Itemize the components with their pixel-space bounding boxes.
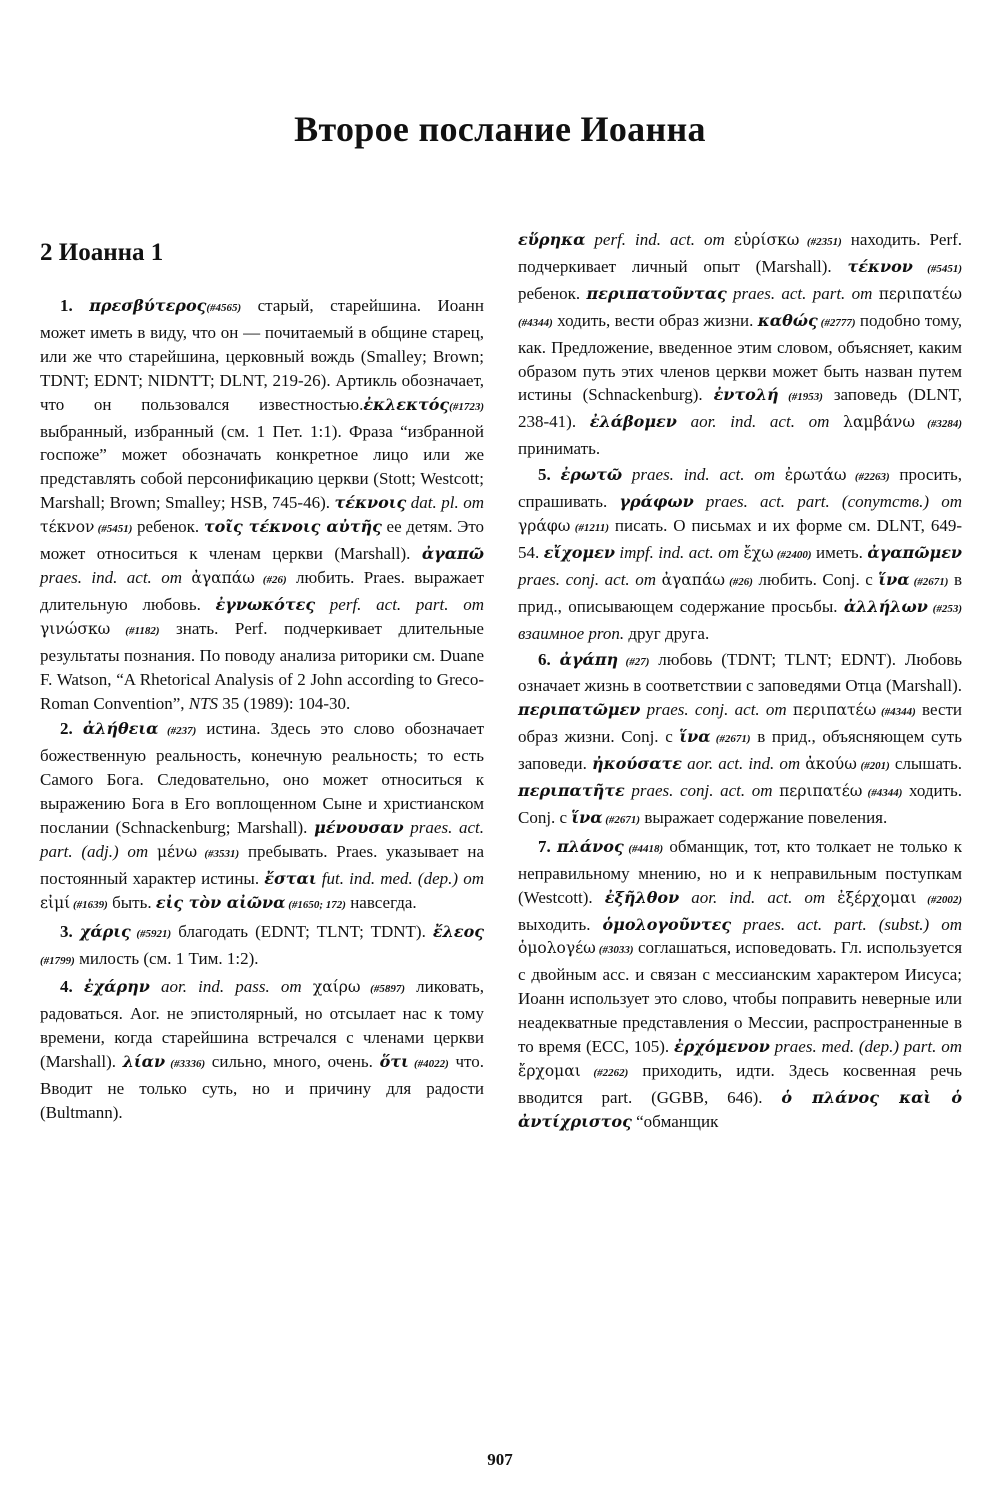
commentary-text: слышать. xyxy=(889,754,962,774)
verse-paragraph xyxy=(40,975,484,1124)
greek-term: περιπατῶμεν xyxy=(518,700,641,720)
commentary-text: приходить, идти. Здесь косвенная речь вводится part. (GGBB, 646). xyxy=(518,1061,963,1107)
strong-ref: (#4022) xyxy=(408,1058,449,1071)
grammar-note: impf. ind. act. от xyxy=(614,542,744,562)
strong-ref: (#253) xyxy=(927,602,963,615)
greek-lemma: ἀκούω xyxy=(805,755,857,774)
greek-lemma: μένω xyxy=(156,842,198,861)
commentary-text: пребывать. Praes. указывает на постоянный характер истины. xyxy=(40,841,485,888)
commentary-text: писать. О письмах и их форме см. DLNT, 649-54. xyxy=(518,515,962,562)
verse-paragraph xyxy=(40,294,484,715)
strong-ref: (#1723) xyxy=(449,400,484,413)
left-verses xyxy=(40,294,484,1125)
greek-term: περιπατοῦντας xyxy=(586,283,727,303)
grammar-note: взаимное pron. xyxy=(518,623,625,643)
verse-paragraph xyxy=(518,463,962,645)
strong-ref: (#5451) xyxy=(94,523,133,536)
commentary-text: ребенок. xyxy=(132,517,204,537)
commentary-text: любить. Praes. выражает длительную любовь. xyxy=(40,567,485,614)
verse-number: 2. xyxy=(60,719,83,739)
greek-term: λίαν xyxy=(122,1052,166,1072)
grammar-note: praes. ind. act. от xyxy=(40,567,192,587)
commentary-text: любить. Conj. с xyxy=(752,569,879,589)
strong-ref: (#1799) xyxy=(40,954,75,967)
strong-ref: (#5897) xyxy=(360,983,406,996)
strong-ref: (#2671) xyxy=(602,813,641,826)
greek-term: τέκνοις xyxy=(334,493,407,513)
commentary-text: друг друга. xyxy=(624,623,710,643)
strong-ref: (#4565) xyxy=(206,302,242,314)
commentary-text: ликовать, радоваться. Aor. не эпистолярный, но отсылает нас к тому времени, когда старейшина встречался с членами церкви (Marshall). xyxy=(40,977,484,1072)
greek-term: ἔλεος xyxy=(432,921,485,941)
grammar-note: perf. ind. act. от xyxy=(585,230,734,249)
greek-term: τέκνον xyxy=(847,256,913,276)
strong-ref: (#201) xyxy=(856,760,890,773)
commentary-text: заповедь (DLNT, 238-41). xyxy=(518,385,962,432)
strong-ref: (#4344) xyxy=(862,787,903,800)
greek-lemma: περιπατέω xyxy=(878,284,962,303)
commentary-text: милость (см. 1 Тим. 1:2). xyxy=(74,948,259,968)
greek-term: ἵνα xyxy=(679,727,711,747)
commentary-text: принимать. xyxy=(518,439,601,459)
greek-lemma: περιπατέω xyxy=(792,701,877,720)
greek-term: ἀλήθεια xyxy=(82,719,159,739)
right-verses xyxy=(518,228,962,1134)
greek-term: εἴχομεν xyxy=(543,542,615,562)
commentary-text: просить, спрашивать. xyxy=(518,465,963,512)
commentary-text: в прид., описывающем содержание просьбы. xyxy=(518,569,963,616)
greek-lemma: γινώσκω xyxy=(40,619,111,638)
grammar-note: praes. ind. act. от xyxy=(622,465,785,485)
strong-ref: (#1211) xyxy=(570,521,609,534)
greek-term: πρεσβύτερος xyxy=(89,296,207,315)
greek-lemma: γράφω xyxy=(518,516,571,535)
greek-lemma: εἰμί xyxy=(40,893,71,912)
greek-term: πλάνος xyxy=(556,836,624,856)
commentary-text: вести образ жизни. Conj. с xyxy=(518,700,963,747)
grammar-note: praes. act. part. (subst.) от xyxy=(731,914,962,934)
grammar-note: praes. act. part. (adj.) от xyxy=(40,818,484,861)
strong-ref: (#4344) xyxy=(518,316,553,329)
greek-term: ἐντολή xyxy=(713,385,779,405)
greek-lemma: περιπατέω xyxy=(779,782,863,801)
strong-ref: (#2002) xyxy=(916,893,962,906)
greek-term: ἀλλήλων xyxy=(843,596,928,616)
strong-ref: (#1639) xyxy=(70,898,108,911)
strong-ref: (#1650; 172) xyxy=(285,898,346,911)
verse-paragraph xyxy=(518,835,962,1134)
grammar-note: aor. act. ind. от xyxy=(682,754,806,774)
commentary-text: выходить. xyxy=(518,914,603,934)
grammar-note: aor. ind. act. от xyxy=(679,887,838,907)
greek-term: εἰς τὸν αἰῶνα xyxy=(155,892,286,912)
strong-ref: (#2777) xyxy=(817,316,856,329)
strong-ref: (#4418) xyxy=(623,842,664,855)
strong-ref: (#3284) xyxy=(914,418,963,431)
strong-ref: (#3531) xyxy=(197,847,240,860)
greek-lemma: ὁμολογέω xyxy=(518,939,596,958)
commentary-text: иметь. xyxy=(811,542,868,562)
commentary-text: знать. Perf. подчеркивает длительные результаты познания. По поводу анализа риторики см. Duane F. Watson, “A Rhetorical Analysis of 2 John according to Greco-Roman Convention”, xyxy=(40,618,484,713)
greek-term: ὁμολογοῦντες xyxy=(602,914,732,934)
grammar-note: praes. act. part. от xyxy=(726,283,879,303)
commentary-text: быть. xyxy=(107,892,156,912)
page-number: 907 xyxy=(487,1450,513,1469)
commentary-text: обманщик, тот, кто толкает не только к неправильному мнению, но и к неправильным поступкам (Westcott). xyxy=(518,836,963,907)
strong-ref: (#3336) xyxy=(165,1058,206,1071)
commentary-text: соглашаться, исповедовать. Гл. используется с двойным acc. и связан с мессианским характером Иисуса; Иоанн использует это слово, чтобы поправить неверные или неадекватные представления о Мессии, распространенные в то время (ECC, 105). xyxy=(518,938,963,1057)
strong-ref: (#2351) xyxy=(799,236,842,248)
strong-ref: (#2671) xyxy=(710,733,751,746)
strong-ref: (#1953) xyxy=(778,391,823,404)
strong-ref: (#237) xyxy=(158,725,197,738)
greek-term: ἐχάρην xyxy=(83,977,150,997)
greek-term: ἠκούσατε xyxy=(592,754,682,774)
strong-ref: (#3033) xyxy=(595,944,634,957)
greek-term: ἔσται xyxy=(264,868,317,888)
verse-paragraph xyxy=(40,920,484,974)
greek-lemma: ἔχω xyxy=(743,543,774,562)
greek-term: ἀγαπῶ xyxy=(421,544,484,564)
strong-ref: (#26) xyxy=(254,573,287,586)
grammar-note: fut. ind. med. (dep.) от xyxy=(316,868,484,888)
verse-paragraph xyxy=(40,717,484,917)
greek-term: εὕρηκα xyxy=(518,230,586,249)
greek-lemma: εὑρίσκω xyxy=(733,231,800,249)
commentary-text: навсегда. xyxy=(345,892,417,912)
chapter-heading: 2 Иоанна 1 xyxy=(40,239,164,266)
greek-lemma: λαμβάνω xyxy=(843,413,915,432)
grammar-note: praes. conj. act. от xyxy=(518,569,662,589)
verse-number: 5. xyxy=(538,465,561,485)
commentary-text: ее детям. Это может относиться к членам церкви (Marshall). xyxy=(40,517,485,564)
commentary-text: старый, старейшина. Иоанн может иметь в виду, что он — почитаемый в общине старец, или же что старейшина, церковный вождь (Smalley; Brown; TDNT; EDNT; NIDNTT; DLNT, 219-26). Артикль обозначает, что он пользовался известностью. xyxy=(40,296,485,414)
greek-term: ἀγαπῶμεν xyxy=(867,542,963,562)
commentary-text: в прид., объясняющем суть заповеди. xyxy=(518,727,962,774)
strong-ref: (#27) xyxy=(618,655,650,668)
strong-ref: (#4344) xyxy=(876,706,916,719)
greek-term: μένουσαν xyxy=(314,818,404,838)
commentary-text: истина. Здесь это слово обозначает божественную реальность, конечную реальность; то есть Самого Бога. Следовательно, оно может относиться к выражению Бога в Его воплощенном Сыне и христианском послании (Schnackenburg; Marshall). xyxy=(40,719,485,838)
greek-term: ὅτι xyxy=(379,1052,409,1072)
greek-term: ἐλάβομεν xyxy=(589,412,677,432)
greek-term: ἐγνωκότες xyxy=(215,594,316,614)
grammar-note: praes. conj. act. от xyxy=(624,781,780,801)
commentary-text: ходить, вести образ жизни. xyxy=(552,310,758,330)
greek-lemma: ἀγαπάω xyxy=(191,568,255,587)
grammar-note: dat. pl. от xyxy=(406,493,485,513)
strong-ref: (#2400) xyxy=(773,548,812,561)
greek-term: καθώς xyxy=(757,310,818,330)
commentary-text: что. Вводит не только суть, но и причину для радости (Bultmann). xyxy=(40,1052,484,1122)
greek-term: ἵνα xyxy=(571,807,603,827)
commentary-text: благодать (EDNT; TLNT; TDNT). xyxy=(171,921,433,941)
commentary-text: любовь (TDNT; TLNT; EDNT). Любовь означает жизнь в соответствии с заповедями Отца (Marshall). xyxy=(518,649,963,696)
right-column xyxy=(518,228,962,1136)
strong-ref: (#5921) xyxy=(130,927,172,940)
commentary-text: “обманщик xyxy=(631,1111,719,1131)
grammar-note: praes. act. part. (conymcmв.) от xyxy=(693,492,962,512)
greek-term: ἐρχόμενον xyxy=(673,1037,770,1057)
greek-lemma: ἐξέρχομαι xyxy=(837,888,917,907)
verse-number: 6. xyxy=(538,649,560,669)
greek-term: τοῖς τέκνοις αὐτῆς xyxy=(203,517,382,537)
greek-term: ἐρωτῶ xyxy=(560,465,623,485)
grammar-note: NTS xyxy=(188,693,219,713)
greek-term: ἐξῆλθον xyxy=(604,887,680,907)
left-column xyxy=(40,226,484,1127)
greek-lemma: χαίρω xyxy=(312,978,361,997)
grammar-note: aor. ind. act. от xyxy=(676,412,844,432)
greek-term: περιπατῆτε xyxy=(518,781,625,801)
greek-lemma: ἔρχομαι xyxy=(518,1062,581,1080)
verse-paragraph xyxy=(518,648,962,833)
greek-term: χάρις xyxy=(79,921,131,941)
grammar-note: praes. conj. act. от xyxy=(640,700,793,720)
strong-ref: (#1182) xyxy=(110,624,160,637)
strong-ref: (#2262) xyxy=(580,1067,629,1079)
strong-ref: (#5451) xyxy=(912,262,963,275)
commentary-text: находить. Perf. подчеркивает личный опыт (Marshall). xyxy=(518,230,963,276)
greek-lemma: ἐρωτάω xyxy=(784,466,847,485)
commentary-text: 35 (1989): 104-30. xyxy=(218,693,351,713)
verse-number: 1. xyxy=(60,296,90,315)
verse-number: 4. xyxy=(60,977,84,997)
greek-term: ἀγάπη xyxy=(559,649,619,669)
verse-paragraph xyxy=(518,228,962,461)
commentary-text: ходить. Conj. с xyxy=(518,781,963,827)
greek-lemma: τέκνον xyxy=(40,518,95,537)
greek-lemma: ἀγαπάω xyxy=(661,570,726,589)
commentary-text: подобно тому, как. Предложение, введенное этим словом, объясняет, каким образом путь этих членов церкви может быть назван путем истины (Schnackenburg). xyxy=(518,310,962,405)
strong-ref: (#2671) xyxy=(909,575,949,588)
greek-term: ἐκλεκτός xyxy=(363,394,450,414)
commentary-text: сильно, много, очень. xyxy=(205,1052,380,1072)
strong-ref: (#2263) xyxy=(846,471,890,484)
greek-term: γράφων xyxy=(619,492,694,512)
greek-term: ὁ πλάνος καὶ ὁ ἀντίχριστος xyxy=(518,1087,963,1131)
grammar-note: perf. act. part. от xyxy=(315,594,484,614)
commentary-text: ребенок. xyxy=(518,283,587,303)
page-title: Второе послание Иоанна xyxy=(294,109,706,149)
commentary-text: выражает содержание повеления. xyxy=(640,807,888,827)
grammar-note: praes. med. (dep.) part. от xyxy=(769,1037,962,1057)
verse-number: 3. xyxy=(60,921,80,941)
grammar-note: aor. ind. pass. от xyxy=(149,977,313,997)
strong-ref: (#26) xyxy=(725,575,753,588)
greek-term: ἵνα xyxy=(878,569,910,589)
verse-number: 7. xyxy=(538,836,557,856)
commentary-text: выбранный, избранный (см. 1 Пет. 1:1). Фраза “избранной госпоже” может обозначать конкретное лицо или же представлять собой персонификацию церкви (Stott; Westcott; Marshall; Brown; Smalley; HSB, 745-46). xyxy=(40,421,484,513)
